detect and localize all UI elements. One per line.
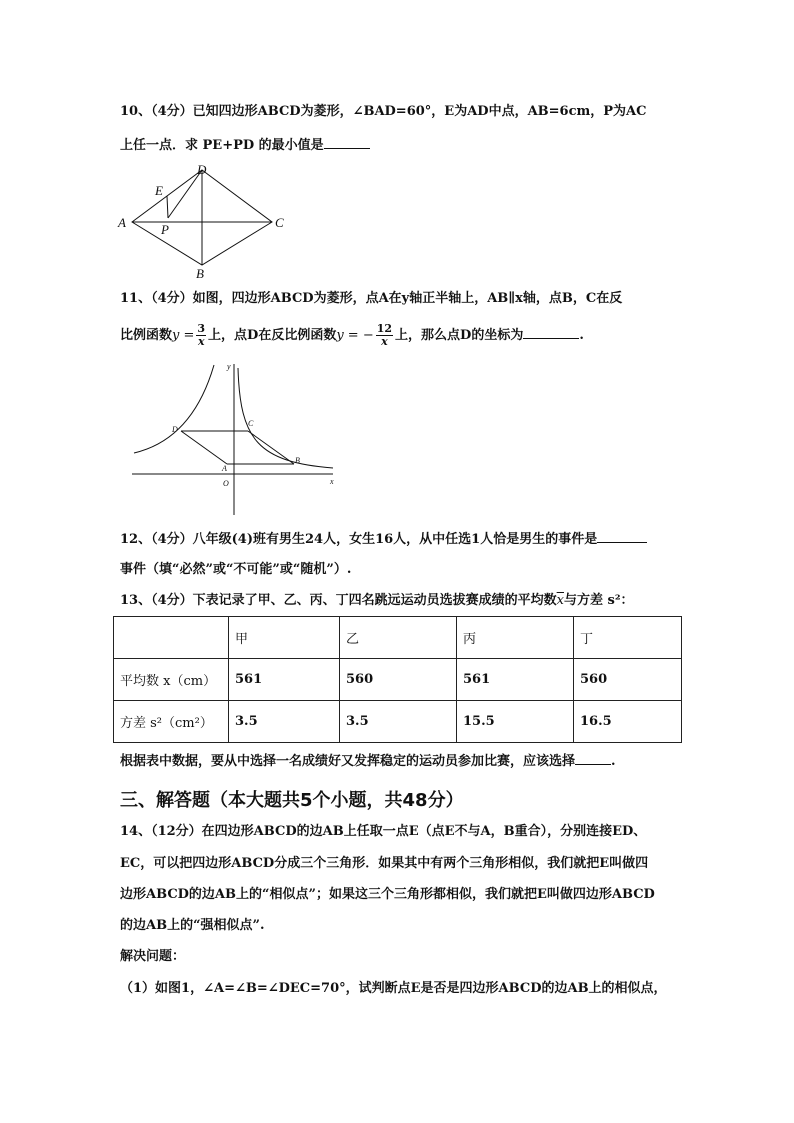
q10-line2-text: 上任一点．求 PE+PD 的最小值是	[120, 138, 324, 153]
table-cell: 561	[457, 659, 574, 701]
q14-line6: （1）如图1，∠A=∠B=∠DEC=70°，试判断点E是否是四边形ABCD的边AB上的相似点，	[120, 981, 667, 996]
q14-line1: 14、（12分）在四边形ABCD的边AB上任取一点E（点E不与A，B重合），分别连接ED、	[120, 824, 647, 839]
func2-lhs: y = −	[336, 328, 374, 343]
point-label-a: A	[222, 464, 227, 473]
q11-line2-b: 上，点D在反比例函数	[208, 328, 337, 343]
table-cell: 560	[574, 659, 682, 701]
table-cell: 16.5	[574, 701, 682, 743]
func1-num: 3	[197, 322, 206, 335]
q13-after-end: .	[611, 754, 616, 769]
q14-line4: 的边AB上的“强相似点”.	[120, 918, 265, 933]
table-header-cell: 丙	[457, 617, 574, 659]
func2-den: x	[381, 335, 388, 348]
table-cell: 560	[340, 659, 457, 701]
q12-line1-text: 12、（4分）八年级(4)班有男生24人，女生16人，从中任选1人恰是男生的事件是	[120, 532, 598, 547]
q10-rhombus-figure	[112, 160, 312, 280]
table-header-cell: 甲	[229, 617, 340, 659]
q11-line2-end: .	[579, 328, 584, 343]
q13-after-text: 根据表中数据，要从中选择一名成绩好又发挥稳定的运动员参加比赛，应该选择	[120, 754, 576, 769]
table-cell: 15.5	[457, 701, 574, 743]
q12-line1	[120, 530, 647, 548]
table-cell: 3.5	[229, 701, 340, 743]
table-header-row	[114, 617, 682, 659]
origin-label: O	[223, 479, 229, 488]
q11-line1: 11、（4分）如图，四边形ABCD为菱形，点A在y轴正半轴上，AB∥x轴，点B，C在反	[120, 291, 623, 306]
q13-answer-blank	[575, 752, 611, 765]
q10-line1: 10、（4分）已知四边形ABCD为菱形，∠BAD=60°，E为AD中点，AB=6cm，P为AC	[120, 104, 647, 119]
q13-line1	[120, 593, 634, 609]
func2-num: 12	[376, 322, 393, 335]
q14-line5: 解决问题：	[120, 949, 186, 964]
q12-answer-blank	[597, 530, 647, 543]
table-header-cell	[114, 617, 229, 659]
table-row	[114, 659, 682, 701]
q11-line2	[120, 322, 584, 350]
label-e: E	[155, 183, 163, 198]
point-label-b: B	[295, 456, 300, 465]
q13-after	[120, 752, 616, 770]
point-label-d: D	[172, 425, 178, 434]
point-label-c: C	[248, 419, 254, 428]
label-d: D	[197, 162, 207, 177]
hyperbola-left	[134, 365, 214, 453]
q13-line1-end: 与方差 s²：	[563, 593, 634, 608]
q14-line2: EC，可以把四边形ABCD分成三个三角形．如果其中有两个三角形相似，我们就把E叫做四	[120, 856, 649, 871]
q11-graph-figure	[128, 360, 348, 520]
label-a: A	[118, 215, 126, 230]
score-table	[113, 616, 682, 743]
side-da	[181, 431, 227, 464]
func1-lhs: y =	[172, 328, 195, 343]
table-row-label: 平均数 x（cm）	[114, 659, 229, 701]
q11-line2-a: 比例函数	[120, 328, 173, 343]
section-3-title: 三、解答题（本大题共5个小题，共48分）	[120, 790, 464, 811]
label-c: C	[275, 215, 284, 230]
label-b: B	[196, 266, 204, 280]
q13-line1-text: 13、（4分）下表记录了甲、乙、丙、丁四名跳远运动员选拔赛成绩的平均数	[120, 593, 557, 608]
func1-fraction	[196, 323, 206, 348]
label-p: P	[161, 222, 169, 237]
table-header-cell: 乙	[340, 617, 457, 659]
func2-fraction	[376, 323, 393, 348]
q10-answer-blank	[324, 136, 370, 149]
q11-answer-blank	[523, 326, 579, 339]
q11-line2-c: 上，那么点D的坐标为	[395, 328, 524, 343]
segment-ep	[167, 196, 168, 218]
table-row-label: 方差 s²（cm²）	[114, 701, 229, 743]
q12-line2: 事件（填“必然”或“不可能”或“随机”）.	[120, 562, 352, 577]
q14-line3: 边形ABCD的边AB上的“相似点”；如果这三个三角形都相似，我们就把E叫做四边形ABCD	[120, 887, 655, 902]
side-cb	[248, 431, 294, 464]
table-header-cell: 丁	[574, 617, 682, 659]
table-row	[114, 701, 682, 743]
hyperbola-right	[238, 368, 333, 468]
table-cell: 561	[229, 659, 340, 701]
q10-line2	[120, 136, 370, 154]
q13-mean-symbol: $\overline{x}$	[556, 593, 564, 608]
func1-den: x	[197, 335, 205, 348]
axis-label-x: x	[330, 477, 334, 486]
segment-pd	[168, 170, 202, 218]
table-cell: 3.5	[340, 701, 457, 743]
axis-label-y: y	[227, 362, 231, 371]
